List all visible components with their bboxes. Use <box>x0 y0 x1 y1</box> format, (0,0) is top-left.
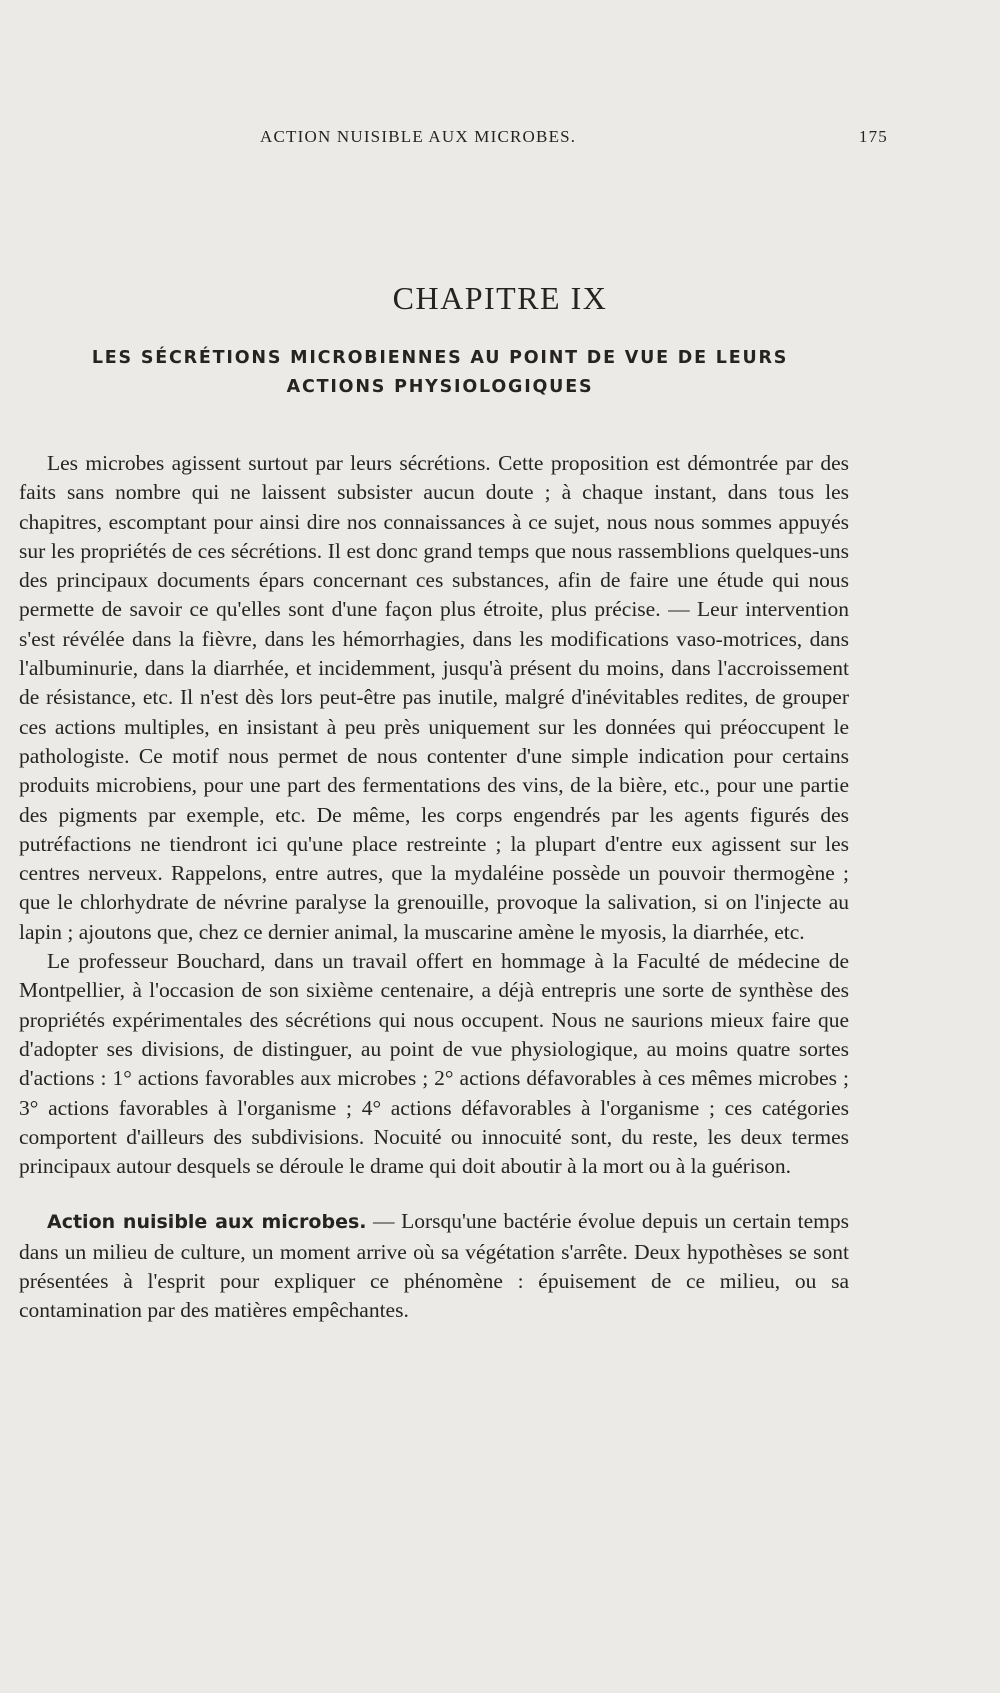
paragraph-2: Le professeur Bouchard, dans un travail offert en hommage à la Faculté de médecine de Montpellier, à l'occasion de son sixième centenaire, a déjà entrepris une sorte de synthèse des propriétés expérimentales des sécrétions qui nous occupent. Nous ne saurions mieux faire que d'adopter ses divisions, de distinguer, au point de vue physiologique, au moins quatre sortes d'actions : 1° actions favorables aux microbes ; 2° actions défavorables à ces mêmes microbes ; 3° actions favorables à l'organisme ; 4° actions défavorables à l'organisme ; ces catégories comportent d'ailleurs des subdivisions. Nocuité ou innocuité sont, du reste, les deux termes principaux autour desquels se déroule le drame qui doit aboutir à la mort ou à la guérison. <box>19 949 849 1179</box>
section-text: — Lorsqu'une bactérie évolue depuis un certain temps dans un milieu de culture, un moment arrive où sa végétation s'arrête. Deux hypothèses se sont présentées à l'esprit pour expliquer ce phénomène : épuisement de ce milieu, ou sa contamination par des matières empêchantes. <box>19 1209 849 1323</box>
running-title: ACTION NUISIBLE AUX MICROBES. <box>260 127 577 146</box>
section-heading: Action nuisible aux microbes. <box>47 1211 367 1234</box>
page-number: 175 <box>858 127 888 146</box>
body-text <box>19 449 849 1326</box>
chapter-subtitle: LES SÉCRÉTIONS MICROBIENNES AU POINT DE VUE DE LEURS ACTIONS PHYSIOLOGIQUES <box>91 348 789 397</box>
paragraph-1: Les microbes agissent surtout par leurs sécrétions. Cette proposition est démontrée par des faits sans nombre qui ne laissent subsister aucun doute ; à chaque instant, dans tous les chapitres, escomptant pour ainsi dire nos connaissances à ce sujet, nous nous sommes appuyés sur les propriétés de ces sécrétions. Il est donc grand temps que nous rassemblions quelques-uns des principaux documents épars concernant ces substances, afin de faire une étude qui nous permette de savoir ce qu'elles sont d'une façon plus étroite, plus précise. — Leur intervention s'est révélée dans la fièvre, dans les hémorrhagies, dans les modifications vaso-motrices, dans l'albuminurie, dans la diarrhée, et incidemment, jusqu'à présent du moins, dans l'accroissement de résistance, etc. Il n'est dès lors peut-être pas inutile, malgré d'inévitables redites, de grouper ces actions multiples, en insistant à peu près uniquement sur les données qui préoccupent le pathologiste. Ce motif nous permet de nous contenter d'une simple indication pour certains produits microbiens, pour une part des fermentations des vins, de la bière, etc., pour une partie des pigments par exemple, etc. De même, les corps engendrés par les agents figurés des putréfactions ne tiendront ici qu'une place restreinte ; la plupart d'entre eux agissent sur les centres nerveux. Rappelons, entre autres, que la mydaléine possède un pouvoir thermogène ; que le chlorhydrate de névrine paralyse la grenouille, provoque la salivation, si on l'injecte au lapin ; ajoutons que, chez ce dernier animal, la muscarine amène le myosis, la diarrhée, etc. <box>19 451 849 944</box>
section-paragraph <box>19 1207 849 1325</box>
chapter-title: CHAPITRE IX <box>392 280 608 316</box>
